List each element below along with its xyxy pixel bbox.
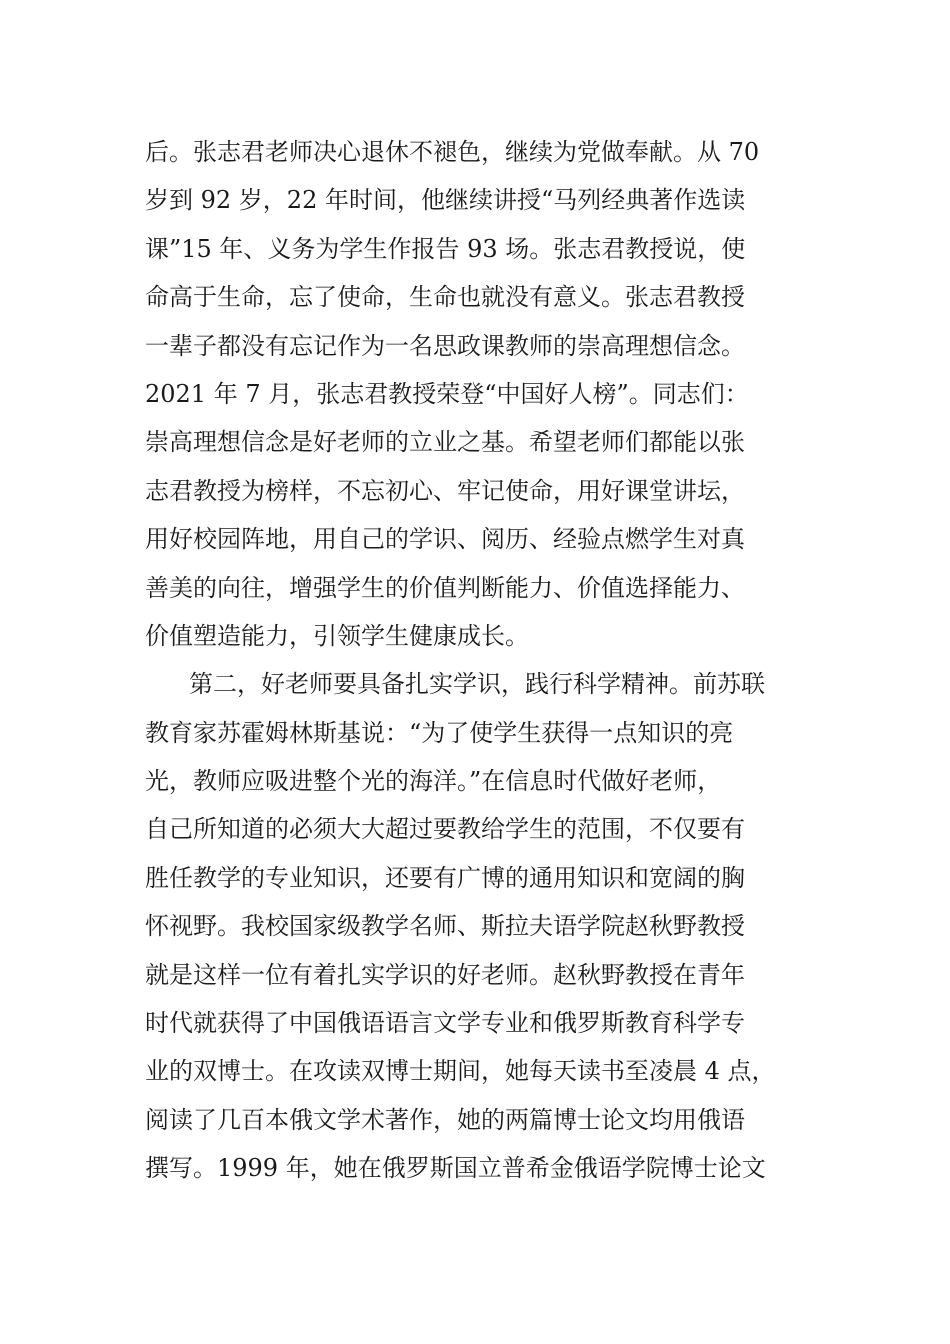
text-line-2: 岁到 92 岁，22 年时间，他继续讲授“马列经典著作选读: [145, 186, 746, 215]
text-line-8: 志君教授为榜样，不忘初心、牢记使命，用好课堂讲坛，: [145, 476, 745, 505]
text-line-3: 课”15 年、义务为学生作报告 93 场。张志君教授说，使: [145, 234, 746, 263]
paragraph-start-line: 第二，好老师要具备扎实学识，践行科学精神。前苏联: [189, 670, 765, 699]
text-line-10: 善美的向往，增强学生的价值判断能力、价值选择能力、: [145, 573, 745, 602]
text-line-20: 业的双博士。在攻读双博士期间，她每天读书至凌晨 4 点，: [145, 1057, 776, 1086]
text-line-5: 一辈子都没有忘记作为一名思政课教师的崇高理想信念。: [145, 331, 745, 360]
text-line-1: 后。张志君老师决心退休不褪色，继续为党做奉献。从 70: [145, 138, 760, 166]
text-line-9: 用好校园阵地，用自己的学识、阅历、经验点燃学生对真: [145, 525, 745, 554]
document-body: [145, 128, 825, 1193]
text-line-13: 教育家苏霍姆林斯基说：“为了使学生获得一点知识的亮: [145, 718, 734, 747]
text-line-7: 崇高理想信念是好老师的立业之基。希望老师们都能以张: [145, 428, 745, 457]
text-line-6: 2021 年 7 月，张志君教授荣登“中国好人榜”。同志们：: [145, 379, 749, 408]
text-line-21: 阅读了几百本俄文学术著作，她的两篇博士论文均用俄语: [145, 1105, 745, 1134]
text-line-11: 价值塑造能力，引领学生健康成长。: [145, 621, 529, 650]
text-line-18: 就是这样一位有着扎实学识的好老师。赵秋野教授在青年: [145, 960, 745, 989]
text-line-14: 光，教师应吸进整个光的海洋。”在信息时代做好老师，: [145, 767, 722, 796]
text-line-15: 自己所知道的必须大大超过要教给学生的范围，不仅要有: [145, 815, 745, 844]
text-line-16: 胜任教学的专业知识，还要有广博的通用知识和宽阔的胸: [145, 863, 745, 892]
text-line-19: 时代就获得了中国俄语语言文学专业和俄罗斯教育科学专: [145, 1009, 745, 1038]
text-line-4: 命高于生命，忘了使命，生命也就没有意义。张志君教授: [145, 283, 745, 312]
text-line-17: 怀视野。我校国家级教学名师、斯拉夫语学院赵秋野教授: [145, 912, 745, 941]
text-line-22: 撰写。1999 年，她在俄罗斯国立普希金俄语学院博士论文: [145, 1154, 766, 1183]
